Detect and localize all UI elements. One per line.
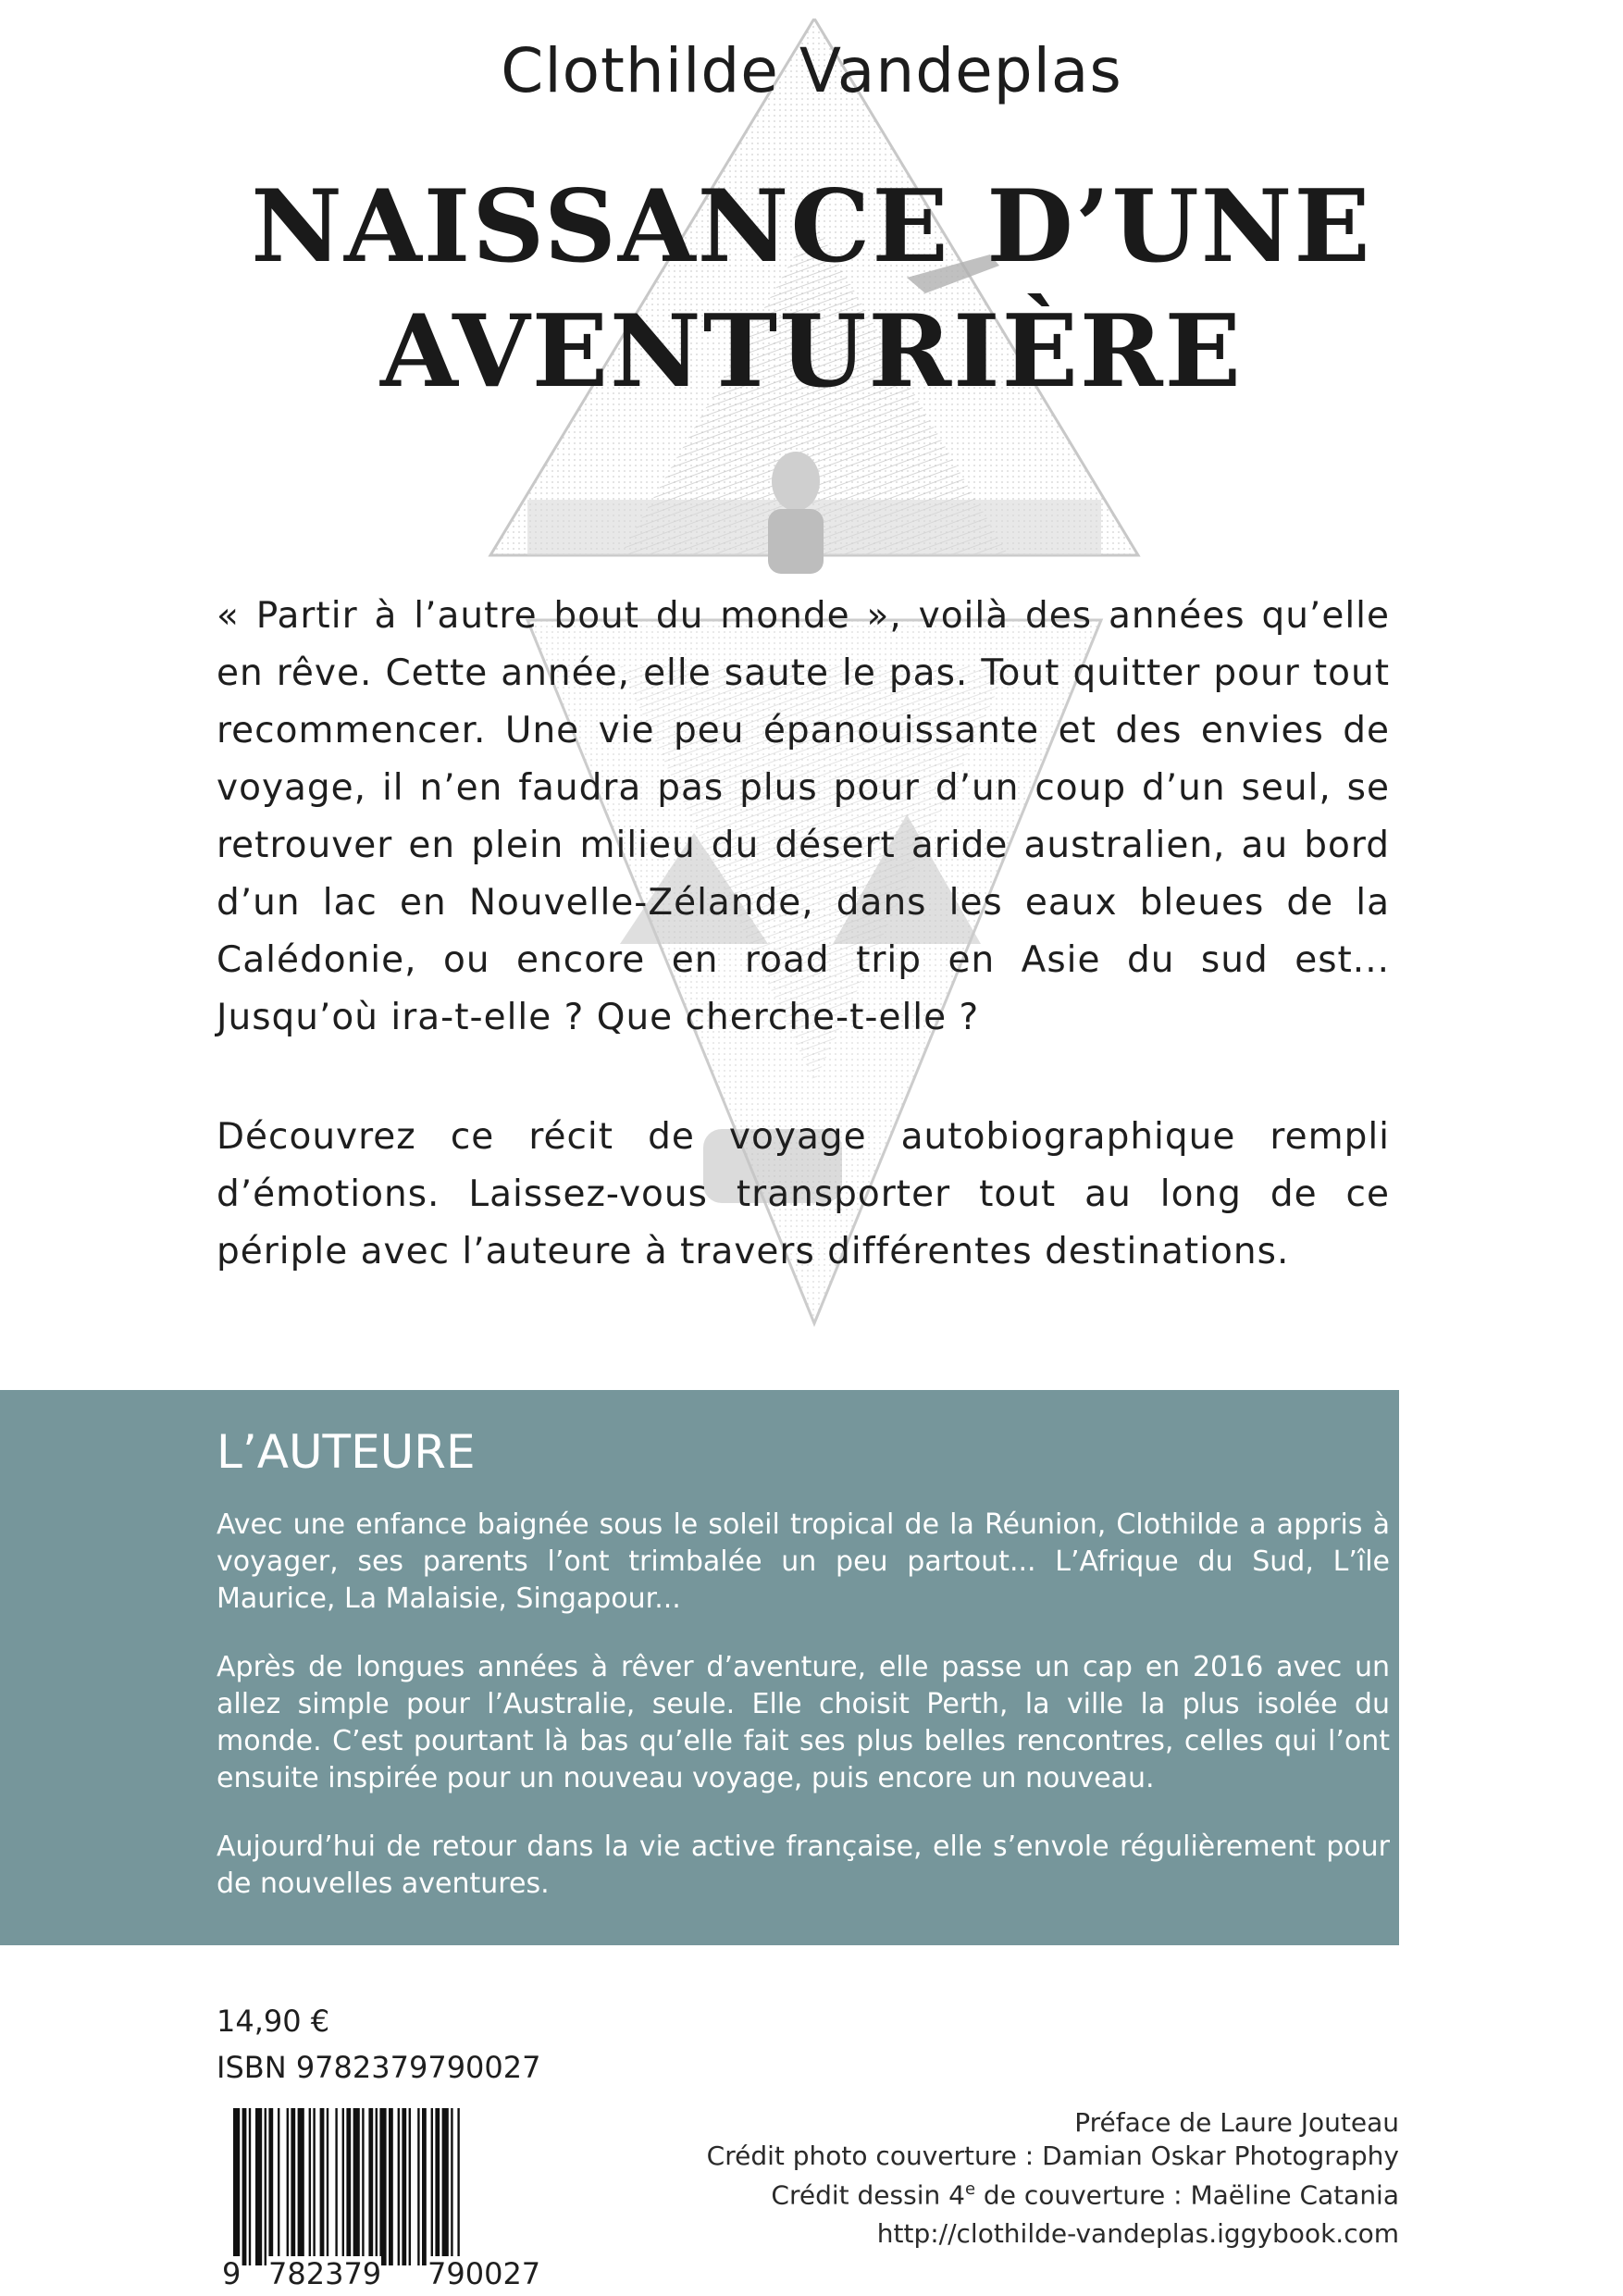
barcode-bar bbox=[265, 2108, 266, 2265]
author-name: Clothilde Vandeplas bbox=[501, 35, 1122, 106]
blurb-paragraph-1: « Partir à l’autre bout du monde », voilà des années qu’elle en rêve. Cette année, elle saute le pas. Tout quitter pour tout recommencer. Une vie peu épanouissante et des envies de voyage, il n’en faudra pas plus pour d’un coup d’un seul, se retrouver en plein milieu du désert aride australien, au bord d’un lac en Nouvelle-Zélande, dans les eaux bleues de la Calédonie, ou encore en road trip en Asie du sud est... Jusqu’où ira-t-elle ? Que cherche-t-elle ? bbox=[217, 595, 1390, 1038]
credits bbox=[707, 2106, 1399, 2212]
barcode-digit-prefix: 9 bbox=[222, 2256, 242, 2291]
barcode-bar bbox=[320, 2108, 325, 2265]
barcode-bar bbox=[268, 2108, 273, 2265]
barcode-bar bbox=[417, 2108, 419, 2265]
barcode-bar bbox=[379, 2108, 386, 2265]
barcode-bar bbox=[242, 2108, 247, 2265]
barcode-bar bbox=[435, 2108, 440, 2265]
barcode-bar bbox=[346, 2108, 351, 2265]
barcode-bar bbox=[451, 2108, 452, 2265]
credit-drawing bbox=[707, 2173, 1399, 2212]
barcode-bar bbox=[398, 2108, 400, 2265]
price: 14,90 € bbox=[217, 2004, 330, 2039]
author-paragraph-2: Après de longues années à rêver d’aventure, elle passe un cap en 2016 avec un allez simple pour l’Australie, seule. Elle choisit Perth, la ville la plus isolée du monde. C’est pourtant là bas qu’elle fait ses plus belles rencontres, celles qui l’ont ensuite inspirée pour un nouveau voyage, puis encore un nouveau. bbox=[217, 1651, 1390, 1794]
title-line-1: NAISSANCE D’UNE bbox=[251, 168, 1372, 285]
barcode-bar bbox=[442, 2108, 449, 2265]
barcode-bar bbox=[313, 2108, 315, 2265]
author-paragraph-3: Aujourd’hui de retour dans la vie active française, elle s’envole régulièrement pour de nouvelles aventures. bbox=[217, 1831, 1390, 1900]
barcode-bar bbox=[342, 2108, 344, 2265]
barcode-bar bbox=[291, 2108, 295, 2265]
barcode-bar bbox=[233, 2108, 240, 2265]
barcode-bar bbox=[368, 2108, 373, 2265]
author-paragraph-1: Avec une enfance baignée sous le soleil tropical de la Réunion, Clothilde a appris à voyager, ses parents l’ont trimbalée un peu partout... L’Afrique du Sud, L’île Maurice, La Malaisie, Singapour... bbox=[217, 1508, 1390, 1615]
barcode-bar bbox=[422, 2108, 427, 2265]
barcode-bar bbox=[402, 2108, 406, 2265]
credit-preface: Préface de Laure Jouteau bbox=[1074, 2107, 1399, 2138]
isbn: ISBN 9782379790027 bbox=[217, 2050, 541, 2085]
barcode-bar bbox=[298, 2108, 304, 2265]
barcode-digits-left: 782379 bbox=[268, 2256, 382, 2291]
barcode-bar bbox=[457, 2108, 459, 2265]
barcode-bar bbox=[409, 2108, 411, 2265]
barcode-bar bbox=[287, 2108, 289, 2265]
blurb-paragraph-2: Découvrez ce récit de voyage autobiographique rempli d’émotions. Laissez-vous transporter tout au long de ce périple avec l’auteure à travers différentes destinations. bbox=[217, 1116, 1390, 1272]
book-title bbox=[0, 165, 1623, 415]
barcode-bar bbox=[278, 2108, 279, 2265]
barcode-bar bbox=[309, 2108, 311, 2265]
barcode-bar bbox=[362, 2108, 364, 2265]
barcode-bar bbox=[431, 2108, 433, 2265]
barcode-bar bbox=[255, 2108, 262, 2265]
website-link[interactable]: http://clothilde-vandeplas.iggybook.com bbox=[876, 2218, 1399, 2249]
title-line-2: AVENTURIÈRE bbox=[380, 293, 1243, 410]
barcode-bar bbox=[389, 2108, 393, 2265]
barcode-bar bbox=[335, 2108, 337, 2265]
credit-drawing-end: de couverture : Maëline Catania bbox=[975, 2179, 1399, 2211]
barcode-bar bbox=[327, 2108, 328, 2265]
author-section-heading: L’AUTEURE bbox=[217, 1425, 476, 1479]
credit-drawing-start: Crédit dessin 4 bbox=[771, 2179, 965, 2211]
barcode-digits-right: 790027 bbox=[427, 2256, 541, 2291]
barcode-bar bbox=[249, 2108, 251, 2265]
credit-drawing-superscript: e bbox=[964, 2179, 976, 2199]
credit-photo: Crédit photo couverture : Damian Oskar Photography bbox=[706, 2141, 1399, 2171]
barcode-bar bbox=[376, 2108, 378, 2265]
barcode-bar bbox=[353, 2108, 360, 2265]
